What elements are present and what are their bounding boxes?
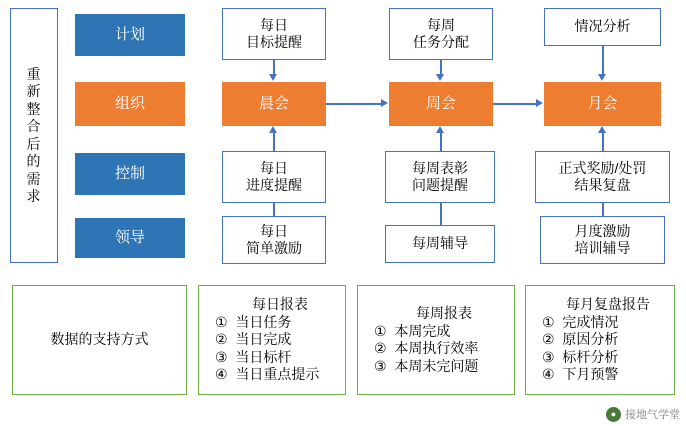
function-label-control xyxy=(75,153,185,195)
box-line: 每周表彰 xyxy=(412,159,468,176)
lead-weekly-box xyxy=(385,225,495,263)
meeting-monthly-box xyxy=(544,82,661,126)
lead-monthly-box xyxy=(540,216,665,264)
control-weekly-box xyxy=(385,151,495,203)
plan-monthly-box xyxy=(544,8,661,46)
box-line: 任务分配 xyxy=(413,34,469,50)
arrow-right-morning-to-weekly xyxy=(381,99,388,107)
daily-report-box xyxy=(198,285,346,395)
box-line: ③ 标杆分析 xyxy=(542,348,619,365)
requirement-line: 求 xyxy=(26,188,42,204)
box-line: ③ 本周未完问题 xyxy=(374,357,479,374)
box-line: 每日 xyxy=(260,222,288,239)
requirement-line: 的 xyxy=(26,153,42,169)
box-line: 正式奖励/处罚 xyxy=(558,159,647,176)
control-monthly-box xyxy=(535,151,670,203)
function-label-organize xyxy=(75,82,185,126)
box-line: ④ 当日重点提示 xyxy=(215,366,320,383)
box-line: 每日 xyxy=(260,16,288,33)
box-line: ① 完成情况 xyxy=(542,313,619,330)
monthly-report-box xyxy=(525,285,675,395)
meeting-morning-box xyxy=(222,82,326,126)
watermark xyxy=(606,406,680,422)
control-daily-box xyxy=(222,151,326,203)
connector-plan-daily xyxy=(273,60,275,75)
box-line: ③ 当日标杆 xyxy=(215,348,292,365)
box-line: 问题提醒 xyxy=(412,177,468,193)
box-line: 进度提醒 xyxy=(246,177,302,193)
requirement-line: 整 xyxy=(26,100,42,117)
box-line: ① 当日任务 xyxy=(215,313,292,330)
requirement-line: 新 xyxy=(26,83,42,99)
arrow-down-plan-monthly xyxy=(598,74,606,81)
function-label-lead xyxy=(75,218,185,258)
connector-lead-monthly xyxy=(602,203,604,216)
box-line: 目标提醒 xyxy=(246,34,302,50)
box-line: ② 当日完成 xyxy=(215,331,292,348)
box-line: ② 原因分析 xyxy=(542,331,619,348)
box-line: 数据的支持方式 xyxy=(50,331,149,348)
box-line: 每日报表 xyxy=(252,296,308,313)
connector-control-weekly xyxy=(440,133,442,151)
lead-daily-box xyxy=(222,216,326,264)
weekly-report-box xyxy=(357,285,515,395)
connector-lead-daily xyxy=(273,203,275,216)
arrow-down-plan-daily xyxy=(269,74,277,81)
connector-lead-weekly xyxy=(440,203,442,225)
arrow-right-weekly-to-monthly xyxy=(536,99,543,107)
function-label-plan xyxy=(75,14,185,56)
box-line: ① 本周完成 xyxy=(374,322,451,339)
connector-plan-monthly xyxy=(602,46,604,75)
box-line: ④ 下月预警 xyxy=(542,366,619,383)
function-label-text: 计划 xyxy=(114,25,145,43)
arrow-up-control-monthly xyxy=(598,126,606,133)
connector-control-monthly xyxy=(602,133,604,151)
requirement-line: 合 xyxy=(26,118,42,134)
leaf-icon: ● xyxy=(606,407,621,422)
requirement-line: 重 xyxy=(26,65,42,82)
arrow-up-control-daily xyxy=(269,126,277,133)
box-line: 情况分析 xyxy=(574,18,631,35)
connector-plan-weekly xyxy=(440,60,442,75)
box-line: 每周辅导 xyxy=(412,235,468,252)
requirement-line: 后 xyxy=(26,135,42,152)
data-support-box xyxy=(12,285,187,395)
box-line: 每月复盘报告 xyxy=(566,296,650,313)
box-line: 每日 xyxy=(260,159,288,176)
watermark-text: 接地气学堂 xyxy=(625,409,680,421)
box-line: 晨会 xyxy=(258,94,289,112)
function-label-text: 组织 xyxy=(114,94,145,112)
plan-daily-box xyxy=(222,8,326,60)
box-line: 结果复盘 xyxy=(574,177,631,193)
box-line: 简单激励 xyxy=(246,240,302,256)
function-label-text: 领导 xyxy=(114,228,145,246)
box-line: 周会 xyxy=(425,94,456,112)
box-line: ② 本周执行效率 xyxy=(374,340,479,356)
box-line: 月度激励 xyxy=(574,222,631,239)
box-line: 培训辅导 xyxy=(574,240,631,256)
box-line: 月会 xyxy=(587,94,618,112)
arrow-up-control-weekly xyxy=(436,126,444,133)
requirement-line: 需 xyxy=(26,170,42,187)
connector-control-daily xyxy=(273,133,275,151)
plan-weekly-box xyxy=(389,8,493,60)
box-line: 每周报表 xyxy=(416,305,472,321)
arrow-down-plan-weekly xyxy=(436,74,444,81)
function-label-text: 控制 xyxy=(114,164,145,182)
meeting-weekly-box xyxy=(389,82,493,126)
box-line: 每周 xyxy=(427,16,455,33)
requirement-box xyxy=(10,8,58,263)
connector-morning-to-weekly xyxy=(326,103,382,105)
connector-weekly-to-monthly xyxy=(493,103,537,105)
